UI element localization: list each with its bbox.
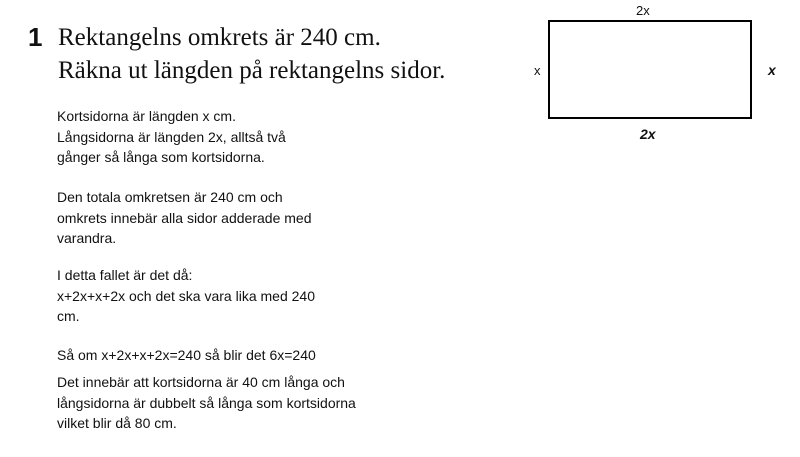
answer-line: I detta fallet är det då: (57, 267, 193, 283)
answer-line: omkrets innebär alla sidor adderade med (57, 209, 312, 226)
answer-line: Kortsidorna är längden x cm. (57, 108, 236, 124)
answer-line: cm. (57, 308, 80, 324)
answer-paragraph-5 (57, 372, 356, 434)
answer-line: x+2x+x+2x och det ska vara lika med 240 (57, 287, 315, 304)
answer-paragraph-1 (57, 106, 286, 168)
answer-paragraph-3 (57, 265, 315, 327)
question-line-2: Räkna ut längden på rektangelns sidor. (58, 57, 446, 84)
answer-line: vilket blir då 80 cm. (57, 415, 177, 431)
answer-line: Långsidorna är längden 2x, alltså två (57, 128, 286, 145)
rectangle-bottom-label: 2x (640, 126, 656, 142)
question-line-1: Rektangelns omkrets är 240 cm. (58, 24, 381, 51)
answer-line: Så om x+2x+x+2x=240 så blir det 6x=240 (57, 347, 316, 363)
rectangle-diagram (548, 20, 752, 119)
rectangle-right-label: x (768, 62, 776, 78)
answer-paragraph-2 (57, 187, 311, 249)
answer-line: långsidorna är dubbelt så långa som kortsidorna (57, 394, 356, 411)
rectangle-left-label: x (534, 63, 541, 78)
answer-line: Det innebär att kortsidorna är 40 cm långa och (57, 374, 345, 390)
question-number: 1 (28, 22, 43, 52)
rectangle-top-label: 2x (636, 3, 650, 18)
answer-line: varandra. (57, 230, 117, 246)
answer-line: Den totala omkretsen är 240 cm och (57, 189, 283, 205)
answer-paragraph-4 (57, 345, 316, 366)
answer-line: gånger så långa som kortsidorna. (57, 149, 265, 165)
